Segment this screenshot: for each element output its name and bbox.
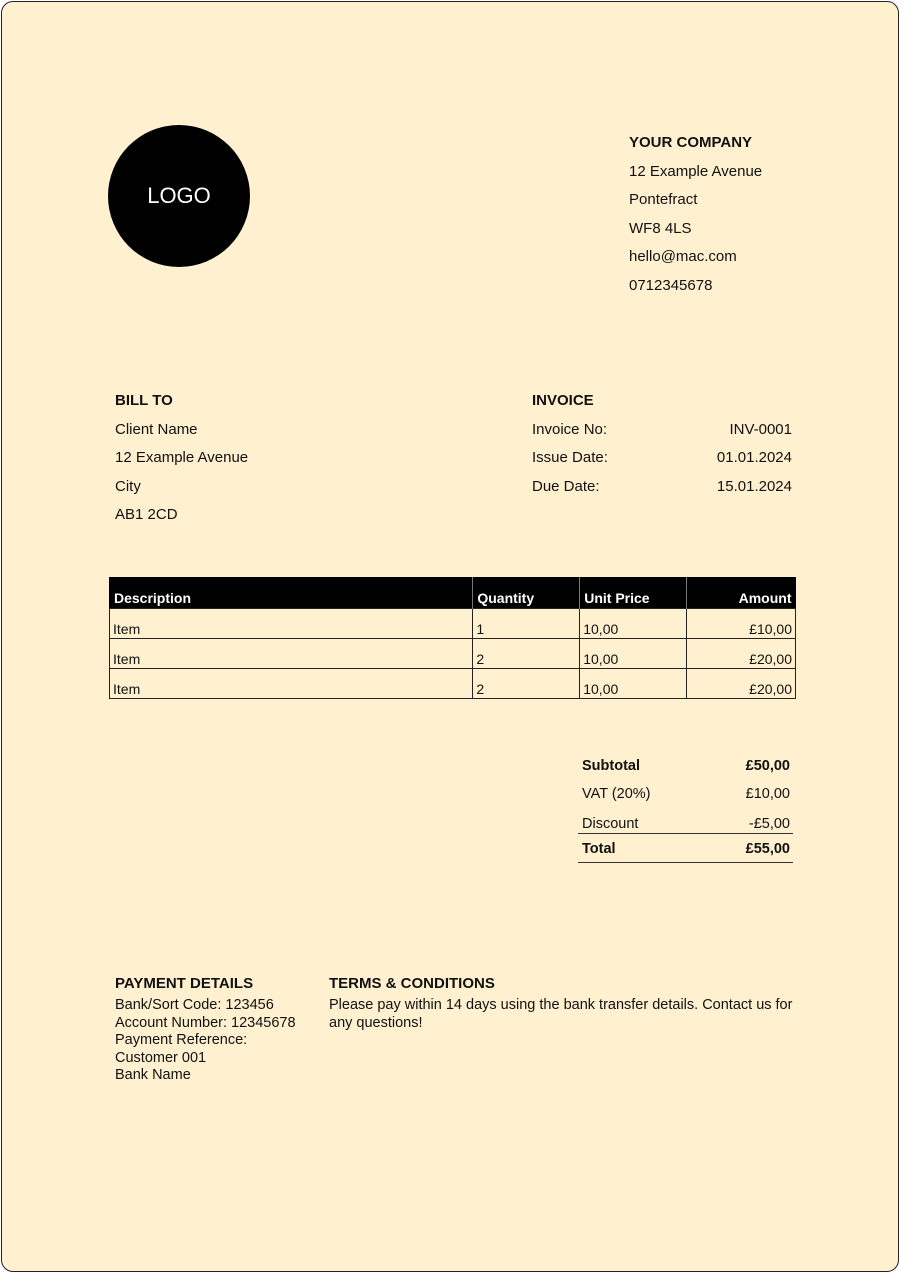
client-postcode: AB1 2CD	[115, 506, 178, 523]
company-logo	[108, 125, 250, 267]
table-row	[110, 609, 796, 639]
header-quantity: Quantity	[473, 577, 580, 609]
item-amount: £20,00	[687, 669, 796, 699]
company-phone: 0712345678	[629, 276, 713, 294]
vat-value: £10,00	[745, 786, 790, 802]
payment-details-heading: PAYMENT DETAILS	[115, 975, 254, 992]
item-amount: £20,00	[687, 639, 796, 669]
item-unit-price: 10,00	[580, 609, 687, 639]
item-unit-price: 10,00	[580, 639, 687, 669]
invoice-number-row	[532, 419, 792, 448]
company-address: 12 Example Avenue	[629, 162, 763, 180]
issue-date-row	[532, 447, 792, 476]
header-description: Description	[110, 577, 473, 609]
line-items-table	[109, 577, 796, 699]
table-header-row	[110, 577, 796, 609]
payment-bank-name: Bank Name	[115, 1067, 191, 1084]
header-unit-price: Unit Price	[580, 577, 687, 609]
payment-details-section	[115, 975, 315, 1084]
bill-to-section	[115, 390, 248, 533]
total-value: £55,00	[745, 841, 790, 857]
discount-row	[578, 808, 793, 834]
vat-row	[578, 780, 793, 808]
item-amount: £10,00	[687, 609, 796, 639]
table-row	[110, 639, 796, 669]
total-label: Total	[582, 841, 616, 857]
item-description: Item	[110, 609, 473, 639]
payment-reference-label: Payment Reference:	[115, 1032, 248, 1049]
invoice-heading: INVOICE	[532, 392, 594, 409]
company-name: YOUR COMPANY	[629, 134, 753, 151]
terms-section	[329, 975, 799, 1032]
item-quantity: 1	[473, 609, 580, 639]
payment-account-number: Account Number: 12345678	[115, 1014, 296, 1031]
due-date-row	[532, 476, 792, 505]
item-unit-price: 10,00	[580, 669, 687, 699]
vat-label: VAT (20%)	[582, 786, 651, 802]
payment-reference-value: Customer 001	[115, 1049, 207, 1066]
payment-sort-code: Bank/Sort Code: 123456	[115, 997, 274, 1014]
total-row	[578, 834, 793, 863]
invoice-page	[1, 1, 899, 1272]
due-date-value: 15.01.2024	[716, 477, 792, 495]
table-row	[110, 669, 796, 699]
logo-text: LOGO	[147, 183, 211, 208]
invoice-number-value: INV-0001	[729, 420, 792, 438]
item-quantity: 2	[473, 639, 580, 669]
header-amount: Amount	[687, 577, 796, 609]
terms-text: Please pay within 14 days using the bank transfer details. Contact us for any questions!	[329, 997, 793, 1031]
client-city: City	[115, 477, 141, 495]
client-address: 12 Example Avenue	[115, 449, 249, 466]
discount-value: -£5,00	[748, 816, 790, 832]
bill-to-heading: BILL TO	[115, 392, 173, 409]
company-postcode: WF8 4LS	[629, 219, 692, 237]
company-details	[629, 132, 762, 303]
item-description: Item	[110, 669, 473, 699]
item-description: Item	[110, 639, 473, 669]
company-city: Pontefract	[629, 191, 698, 208]
due-date-label: Due Date:	[532, 477, 600, 495]
client-name: Client Name	[115, 420, 198, 438]
item-quantity: 2	[473, 669, 580, 699]
subtotal-row	[578, 752, 793, 780]
terms-heading: TERMS & CONDITIONS	[329, 975, 495, 992]
invoice-number-label: Invoice No:	[532, 420, 608, 438]
company-email: hello@mac.com	[629, 248, 737, 265]
subtotal-label: Subtotal	[582, 758, 640, 774]
totals-section	[578, 752, 793, 863]
issue-date-value: 01.01.2024	[716, 449, 792, 466]
subtotal-value: £50,00	[745, 758, 790, 774]
discount-label: Discount	[582, 816, 639, 832]
invoice-info-section	[532, 390, 792, 504]
issue-date-label: Issue Date:	[532, 449, 608, 466]
